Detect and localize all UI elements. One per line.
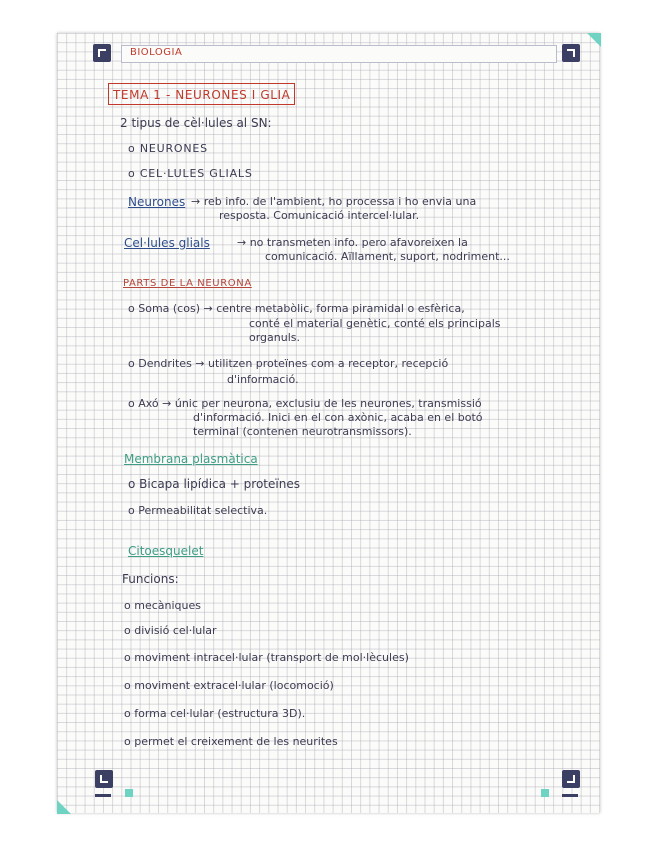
notebook-logo-icon <box>562 770 580 788</box>
subject-label: BIOLOGIA <box>130 47 183 58</box>
corner-tab <box>587 33 601 47</box>
section-heading: PARTS DE LA NEURONA <box>123 278 252 289</box>
list-item: o mecàniques <box>124 599 201 612</box>
list-item-line: organuls. <box>249 331 301 344</box>
list-item: o divisió cel·lular <box>124 624 217 637</box>
term-neurones: Neurones <box>128 195 186 209</box>
list-item-line: terminal (contenen neurotransmissors). <box>193 425 412 438</box>
functions-label: Funcions: <box>122 572 179 586</box>
list-item: o permet el creixement de les neurites <box>124 735 338 748</box>
section-heading: Membrana plasmàtica <box>124 452 258 466</box>
list-item-line: d'informació. Inici en el con axònic, acaba en el botó <box>193 411 483 424</box>
list-item: o Dendrites → utilitzen proteïnes com a receptor, recepció <box>128 357 449 370</box>
title-box <box>108 83 295 105</box>
teal-mark <box>541 789 549 797</box>
list-item: o moviment intracel·lular (transport de mol·lècules) <box>124 651 409 664</box>
logo-bar <box>562 794 578 797</box>
list-item: o moviment extracel·lular (locomoció) <box>124 679 334 692</box>
definition-line: → no transmeten info. pero afavoreixen la <box>237 236 468 249</box>
list-item: o Axó → únic per neurona, exclusiu de les neurones, transmissió <box>128 397 482 410</box>
notebook-logo-icon <box>95 770 113 788</box>
subject-header <box>121 45 557 63</box>
list-item: o Bicapa lipídica + proteïnes <box>128 477 300 491</box>
list-item-line: conté el material genètic, conté els principals <box>249 317 501 330</box>
list-item-line: d'informació. <box>227 373 299 386</box>
list-item: o forma cel·lular (estructura 3D). <box>124 707 306 720</box>
term-glials: Cel·lules glials <box>124 236 210 250</box>
list-item: o CEL·LULES GLIALS <box>128 167 253 180</box>
list-item: o NEURONES <box>128 142 208 155</box>
page-title: TEMA 1 - NEURONES I GLIA <box>113 88 291 102</box>
notebook-logo-icon <box>93 44 111 62</box>
teal-mark <box>125 789 133 797</box>
section-heading: Citoesquelet <box>128 544 204 558</box>
corner-tab <box>57 800 71 814</box>
notebook-logo-icon <box>562 44 580 62</box>
list-item: o Permeabilitat selectiva. <box>128 504 268 517</box>
list-item: o Soma (cos) → centre metabòlic, forma piramidal o esfèrica, <box>128 302 465 315</box>
definition-line: resposta. Comunicació intercel·lular. <box>219 209 420 222</box>
intro-text: 2 tipus de cèl·lules al SN: <box>120 116 272 130</box>
definition-line: comunicació. Aïllament, suport, nodriment... <box>265 250 510 263</box>
logo-bar <box>95 794 111 797</box>
definition-line: → reb info. de l'ambient, ho processa i ho envia una <box>191 195 477 208</box>
